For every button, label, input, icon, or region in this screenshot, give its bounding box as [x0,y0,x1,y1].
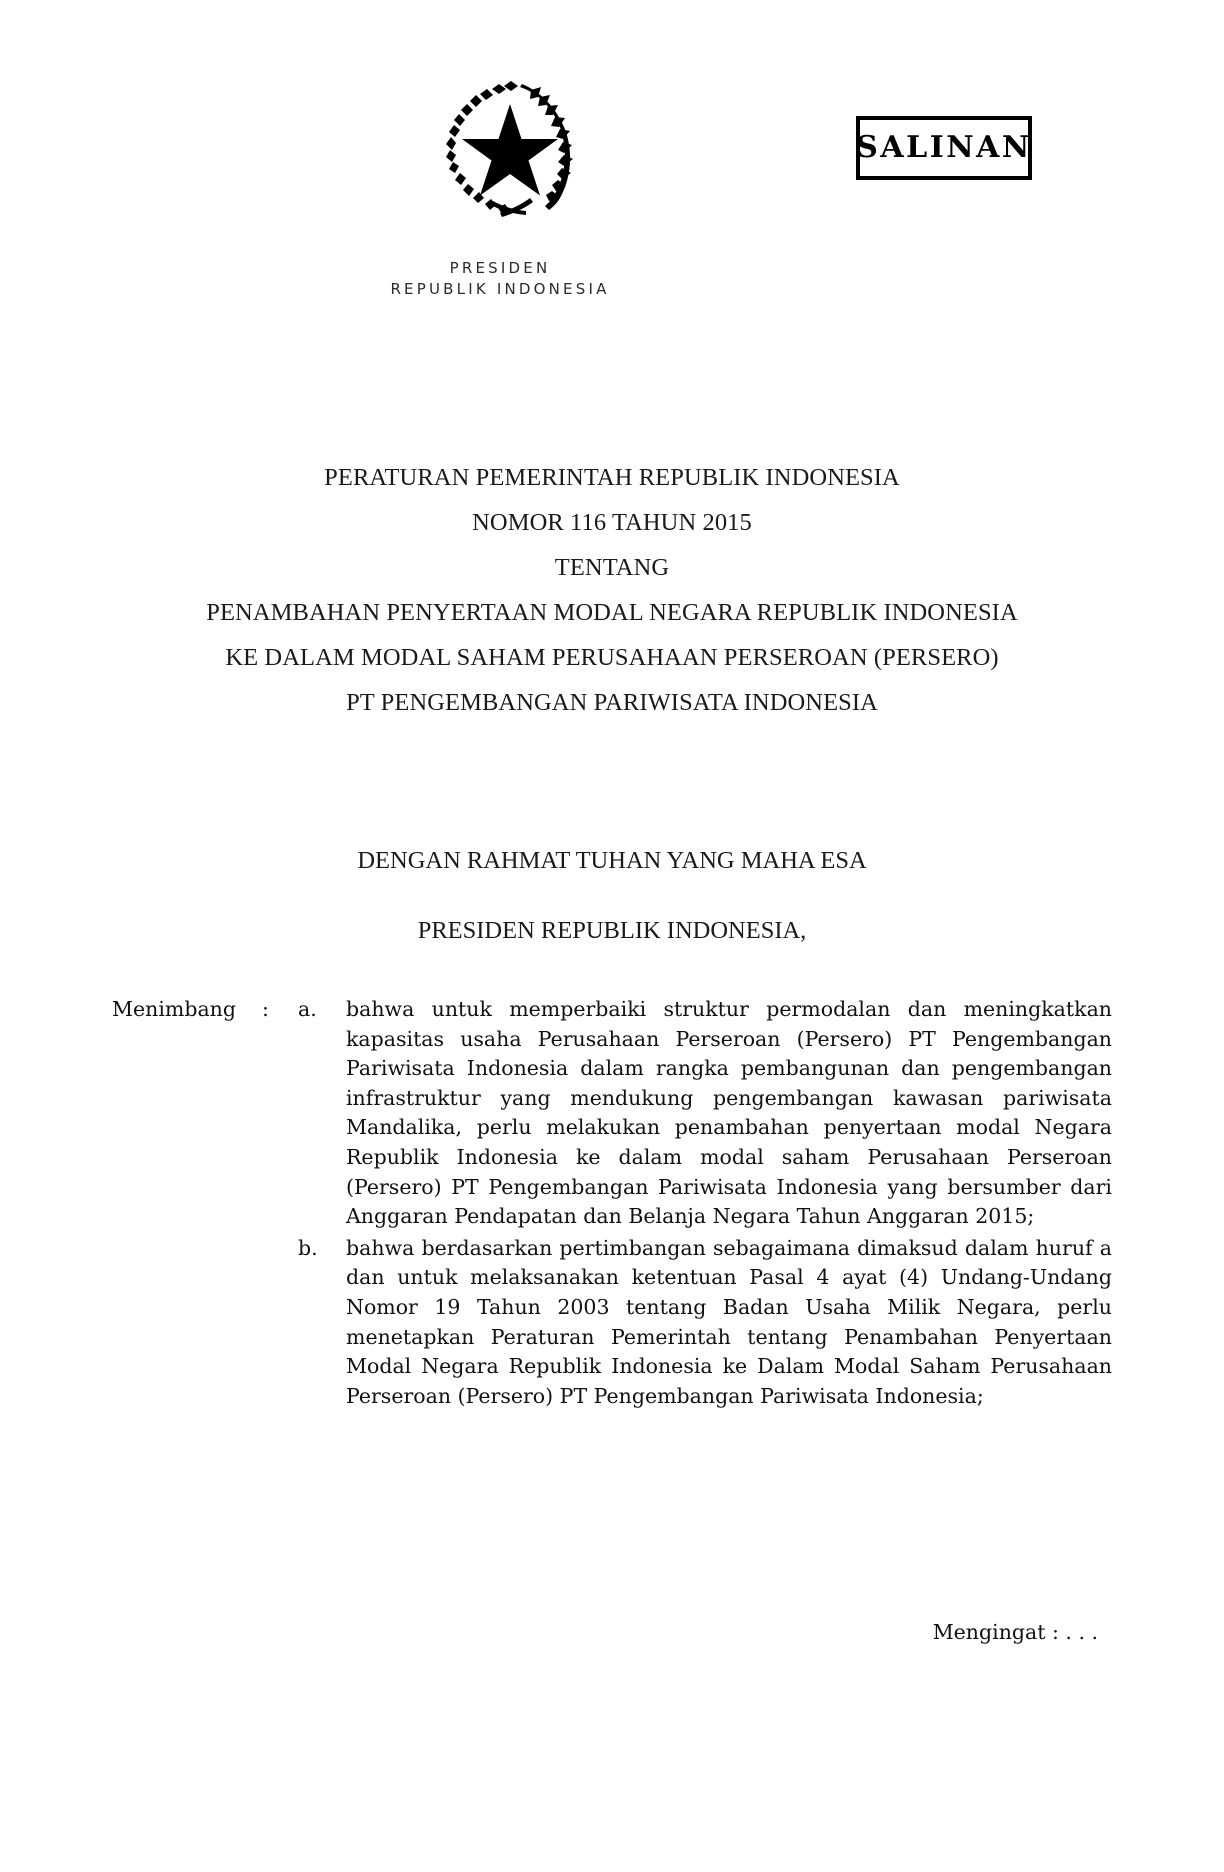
title-line-tentang: TENTANG [554,554,670,581]
considering-section [112,995,1112,1411]
invocation-authority: PRESIDEN REPUBLIK INDONESIA, [417,917,807,944]
page-catchword [112,1618,1112,1646]
document-title-block [112,455,1112,725]
caption-republik-indonesia: REPUBLIK INDONESIA [390,280,610,298]
document-header [0,0,1224,330]
considering-label: Menimbang [112,997,236,1021]
considering-item-b [112,1234,1112,1412]
title-line-subject-1: PENAMBAHAN PENYERTAAN MODAL NEGARA REPUBLIK INDONESIA [206,599,1018,626]
considering-colon: : [262,997,269,1021]
invocation-blessing: DENGAN RAHMAT TUHAN YANG MAHA ESA [357,847,867,874]
considering-text-a: bahwa untuk memperbaiki struktur permodalan dan meningkatkan kapasitas usaha Perusahaan Perseroan (Persero) PT Pengembangan Pariwisata Indonesia dalam rangka pembangunan dan pengembangan infrastruktur yang mendukung pengembangan kawasan pariwisata Mandalika, perlu melakukan penambahan penyertaan modal Negara Republik Indonesia ke dalam modal saham Perusahaan Perseroan (Persero) PT Pengembangan Pariwisata Indonesia yang bersumber dari Anggaran Pendapatan dan Belanja Negara Tahun Anggaran 2015; [346,997,1112,1229]
invocation-spacer [112,877,1112,915]
considering-marker-b: b. [298,1235,318,1260]
title-line-subject-2: KE DALAM MODAL SAHAM PERUSAHAAN PERSEROAN (PERSERO) [225,644,999,671]
salinan-stamp-label: SALINAN [856,130,1032,165]
considering-marker-a: a. [298,997,317,1021]
salinan-stamp [856,116,1032,180]
considering-item-a [112,995,1112,1232]
presidential-star-laurel-emblem-icon [430,70,590,220]
considering-text-b: bahwa berdasarkan pertimbangan sebagaimana dimaksud dalam huruf a dan untuk melaksanakan ketentuan Pasal 4 ayat (4) Undang-Undang Nomor 19 Tahun 2003 tentang Badan Usaha Milik Negara, perlu menetapkan Peraturan Pemerintah tentang Penambahan Penyertaan Modal Negara Republik Indonesia ke Dalam Modal Saham Perusahaan Perseroan (Persero) PT Pengembangan Pariwisata Indonesia; [346,1235,1112,1408]
title-line-subject-3: PT PENGEMBANGAN PARIWISATA INDONESIA [346,689,878,716]
title-line-number: NOMOR 116 TAHUN 2015 [472,509,752,536]
title-line-regulation: PERATURAN PEMERINTAH REPUBLIK INDONESIA [324,464,900,491]
invocation-block [112,845,1112,947]
catchword-text: Mengingat : . . . [932,1620,1098,1644]
caption-presiden: PRESIDEN [449,259,551,277]
emblem-caption [0,258,1000,300]
